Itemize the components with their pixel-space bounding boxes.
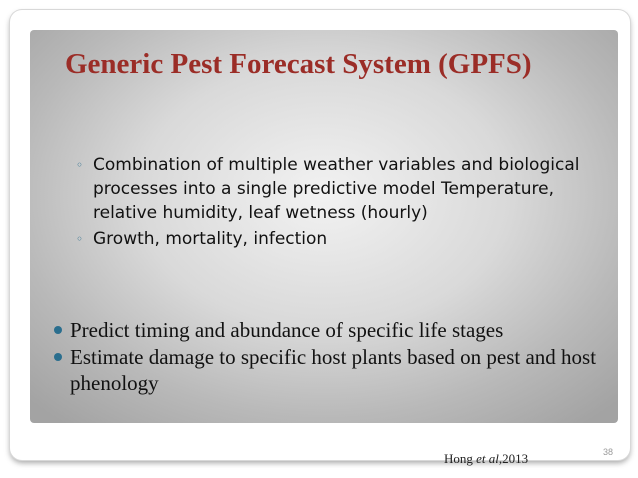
main-bullet-text: Predict timing and abundance of specific life stages <box>70 318 504 342</box>
slide-title: Generic Pest Forecast System (GPFS) <box>65 48 532 80</box>
main-bullet-text: Estimate damage to specific host plants based on pest and host phenology <box>70 345 597 395</box>
page-number: 38 <box>603 447 614 457</box>
sub-bullet-item <box>70 227 600 251</box>
main-bullet-item <box>54 317 614 343</box>
sub-bullet-item <box>70 153 600 225</box>
filled-circle-bullet-icon <box>54 326 62 334</box>
slide-frame <box>10 10 630 460</box>
main-bullet-list <box>54 317 614 396</box>
citation-etal: et al <box>476 451 499 466</box>
main-bullet-item <box>54 344 614 396</box>
circle-bullet-icon: ◦ <box>76 158 84 172</box>
circle-bullet-icon: ◦ <box>76 232 84 246</box>
citation-year: ,2013 <box>498 451 529 466</box>
filled-circle-bullet-icon <box>54 353 62 361</box>
sub-bullet-list <box>70 153 600 251</box>
sub-bullet-text: Growth, mortality, infection <box>93 229 328 249</box>
citation <box>444 451 528 467</box>
content-panel <box>30 30 618 423</box>
sub-bullet-text: Combination of multiple weather variables and biological processes into a single predictive model Temperature, relative humidity, leaf wetness (hourly) <box>93 155 580 223</box>
citation-author: Hong <box>444 451 477 466</box>
